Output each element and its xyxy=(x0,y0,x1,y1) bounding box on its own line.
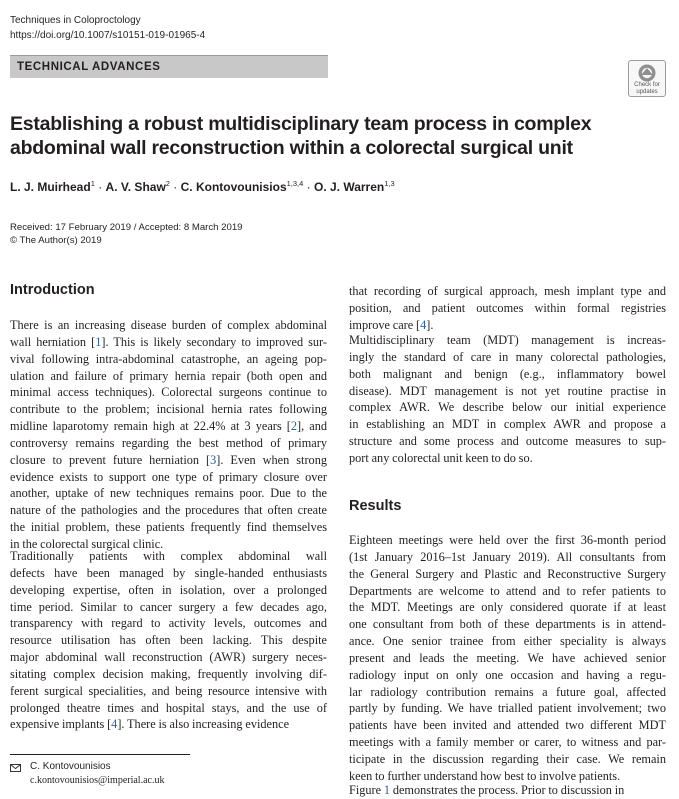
author-name[interactable]: O. J. Warren xyxy=(313,180,385,194)
heading-introduction: Introduction xyxy=(10,282,95,298)
author-separator: · xyxy=(303,180,314,194)
author-name[interactable]: L. J. Muirhead xyxy=(10,180,91,194)
intro-paragraph-2 xyxy=(10,548,327,733)
text-line: in establishing an MDT in complex AWR and propose a xyxy=(349,417,666,432)
text-line: the MDT. Meetings are only considered quorate if at least xyxy=(349,600,666,615)
author-name[interactable]: A. V. Shaw xyxy=(105,180,166,194)
text-line: ferent surgical specialities, and being resource intensive with xyxy=(10,683,327,698)
text-line: one consultant from both of these departments is in attend- xyxy=(349,617,666,632)
check-for-updates-icon xyxy=(637,63,657,83)
text-line: midline laparotomy remain high at 22.4% at 3 years [2], and xyxy=(10,419,327,434)
text-line: expensive implants [4]. There is also increasing evidence xyxy=(10,717,290,732)
citation-link[interactable]: 2 xyxy=(290,419,297,434)
article-title xyxy=(10,112,630,160)
title-line-1: Establishing a robust multidisciplinary team process in complex xyxy=(10,113,592,135)
author-affiliation: 1 xyxy=(90,179,95,188)
text-line: improve care [4]. xyxy=(349,317,434,332)
title-line-2: abdominal wall reconstruction within a colorectal surgical unit xyxy=(10,137,573,159)
results-paragraph-2 xyxy=(349,782,666,799)
text-line: port any colorectal unit keen to do so. xyxy=(349,450,533,465)
text-line: ance. One senior trainee from either speciality is always xyxy=(349,634,666,649)
text-line: complex AWR. We describe below our initial experience xyxy=(349,400,666,415)
citation-link[interactable]: 4 xyxy=(111,717,118,732)
text-line: ingly the standard of care in many colorectal pathologies, xyxy=(349,349,666,364)
intro-paragraph-4 xyxy=(349,332,666,467)
text-line: Traditionally patients with complex abdominal wall xyxy=(10,549,327,563)
author-name[interactable]: C. Kontovounisios xyxy=(180,180,287,194)
heading-results: Results xyxy=(349,498,402,514)
citation-link[interactable]: 1 xyxy=(95,334,102,349)
section-label: TECHNICAL ADVANCES xyxy=(10,55,328,78)
text-line: ticipate in the discussion regarding their case. We remain xyxy=(349,751,666,766)
author-separator: · xyxy=(169,180,181,194)
text-line: patients have been invited and attended two different MDT xyxy=(349,718,666,733)
text-line: partly by funding. We have trialled patient involvement; two xyxy=(349,701,666,716)
text-line: disease). MDT management is not yet routine practise in xyxy=(349,383,666,398)
text-line: transparency with regard to activity levels, outcomes and xyxy=(10,616,327,631)
text-line: position, and patient outcomes within formal registries xyxy=(349,300,666,315)
text-line: closure to prevent future herniation [3]. Even when strong xyxy=(10,452,327,467)
text-line: minimal access techniques). Colorectal surgeons continue to xyxy=(10,385,327,400)
corresponding-author-email[interactable]: c.kontovounisios@imperial.ac.uk xyxy=(30,775,165,786)
intro-paragraph-1 xyxy=(10,317,327,553)
text-line: sitating complex decision making, frequently involving dif- xyxy=(10,666,327,681)
citation-link[interactable]: 4 xyxy=(420,317,427,332)
text-line: Eighteen meetings were held over the first 36-month period xyxy=(349,533,666,547)
intro-paragraph-3 xyxy=(349,283,666,334)
text-line: controversy remains regarding the best method of primary xyxy=(10,435,327,450)
received-accepted-dates: Received: 17 February 2019 / Accepted: 8 March 2019 xyxy=(10,222,243,233)
text-line: major abdominal wall reconstruction (AWR) surgery neces- xyxy=(10,650,327,665)
text-line: meetings with a family member or carer, to witness and par- xyxy=(349,735,666,750)
author-affiliation: 1,3,4 xyxy=(286,179,304,188)
text-line: resource utilisation has often been lacking. This despite xyxy=(10,633,327,648)
text-line: (1st January 2016–1st January 2019). All consultants from xyxy=(349,549,666,564)
envelope-icon xyxy=(10,764,21,772)
citation-link[interactable]: 3 xyxy=(210,452,217,467)
copyright-notice: © The Author(s) 2019 xyxy=(10,235,102,246)
check-for-updates-badge[interactable] xyxy=(628,60,666,97)
author-affiliation: 2 xyxy=(165,179,170,188)
text-line: structure and some process and outcome measures to sup- xyxy=(349,434,666,449)
text-line: prolonged theatre times and hospital stays, and the use of xyxy=(10,700,327,715)
text-line: Departments are welcome to attend and to refer patients to xyxy=(349,583,666,598)
badge-line2: updates xyxy=(636,88,658,95)
text-line: time period. Similar to cancer surgery a few decades ago, xyxy=(10,599,327,614)
text-line: ulation and failure of primary hernia repair (both open and xyxy=(10,368,327,383)
text-line: radiology input on only one occasion and having a regu- xyxy=(349,667,666,682)
author-separator: · xyxy=(94,180,106,194)
text-line: vival following intra-abdominal catastrophe, an ageing pop- xyxy=(10,351,327,366)
text-line: evidence exists to support one type of primary closure over xyxy=(10,469,327,484)
text-line: developing expertise, often in isolation, over a prolonged xyxy=(10,582,327,597)
text-line: Figure 1 demonstrates the process. Prior to discussion in xyxy=(349,783,625,797)
text-line: present and leads the meeting. We have achieved senior xyxy=(349,650,666,665)
results-paragraph-1 xyxy=(349,532,666,785)
text-line: the General Surgery and Plastic and Reconstructive Surgery xyxy=(349,566,666,581)
text-line: nature of the pathologies and the procedures that often create xyxy=(10,503,327,518)
text-line: lar radiology contribution remains a future goal, affected xyxy=(349,684,666,699)
text-line: contribute to the problem; incisional hernia rates following xyxy=(10,402,327,417)
badge-text xyxy=(629,82,665,95)
author-affiliation: 1,3 xyxy=(384,179,395,188)
text-line: in the colorectal surgical clinic. xyxy=(10,536,164,551)
citation-link[interactable]: 1 xyxy=(383,783,391,797)
doi-link[interactable]: https://doi.org/10.1007/s10151-019-01965-4 xyxy=(10,30,206,41)
text-line: the initial problem, these patients frequently find themselves xyxy=(10,520,327,535)
journal-name: Techniques in Coloproctology xyxy=(10,15,141,26)
badge-line1: Check for xyxy=(634,82,660,88)
text-line: defects have been managed by single-handed enthusiasts xyxy=(10,565,327,580)
corresponding-author-name: C. Kontovounisios xyxy=(30,761,111,772)
text-line: both malignant and benign (e.g., inflammatory bowel xyxy=(349,366,666,381)
text-line: that recording of surgical approach, mesh implant type and xyxy=(349,284,666,298)
author-list xyxy=(10,179,395,195)
footnote-divider xyxy=(10,754,190,755)
text-line: wall herniation [1]. This is likely secondary to improved sur- xyxy=(10,334,327,349)
text-line: another, uptake of new techniques remains poor. Due to the xyxy=(10,486,327,501)
text-line: keen to further understand how best to involve patients. xyxy=(349,768,621,783)
text-line: Multidisciplinary team (MDT) management is increas- xyxy=(349,333,666,347)
text-line: There is an increasing disease burden of complex abdominal xyxy=(10,318,327,332)
